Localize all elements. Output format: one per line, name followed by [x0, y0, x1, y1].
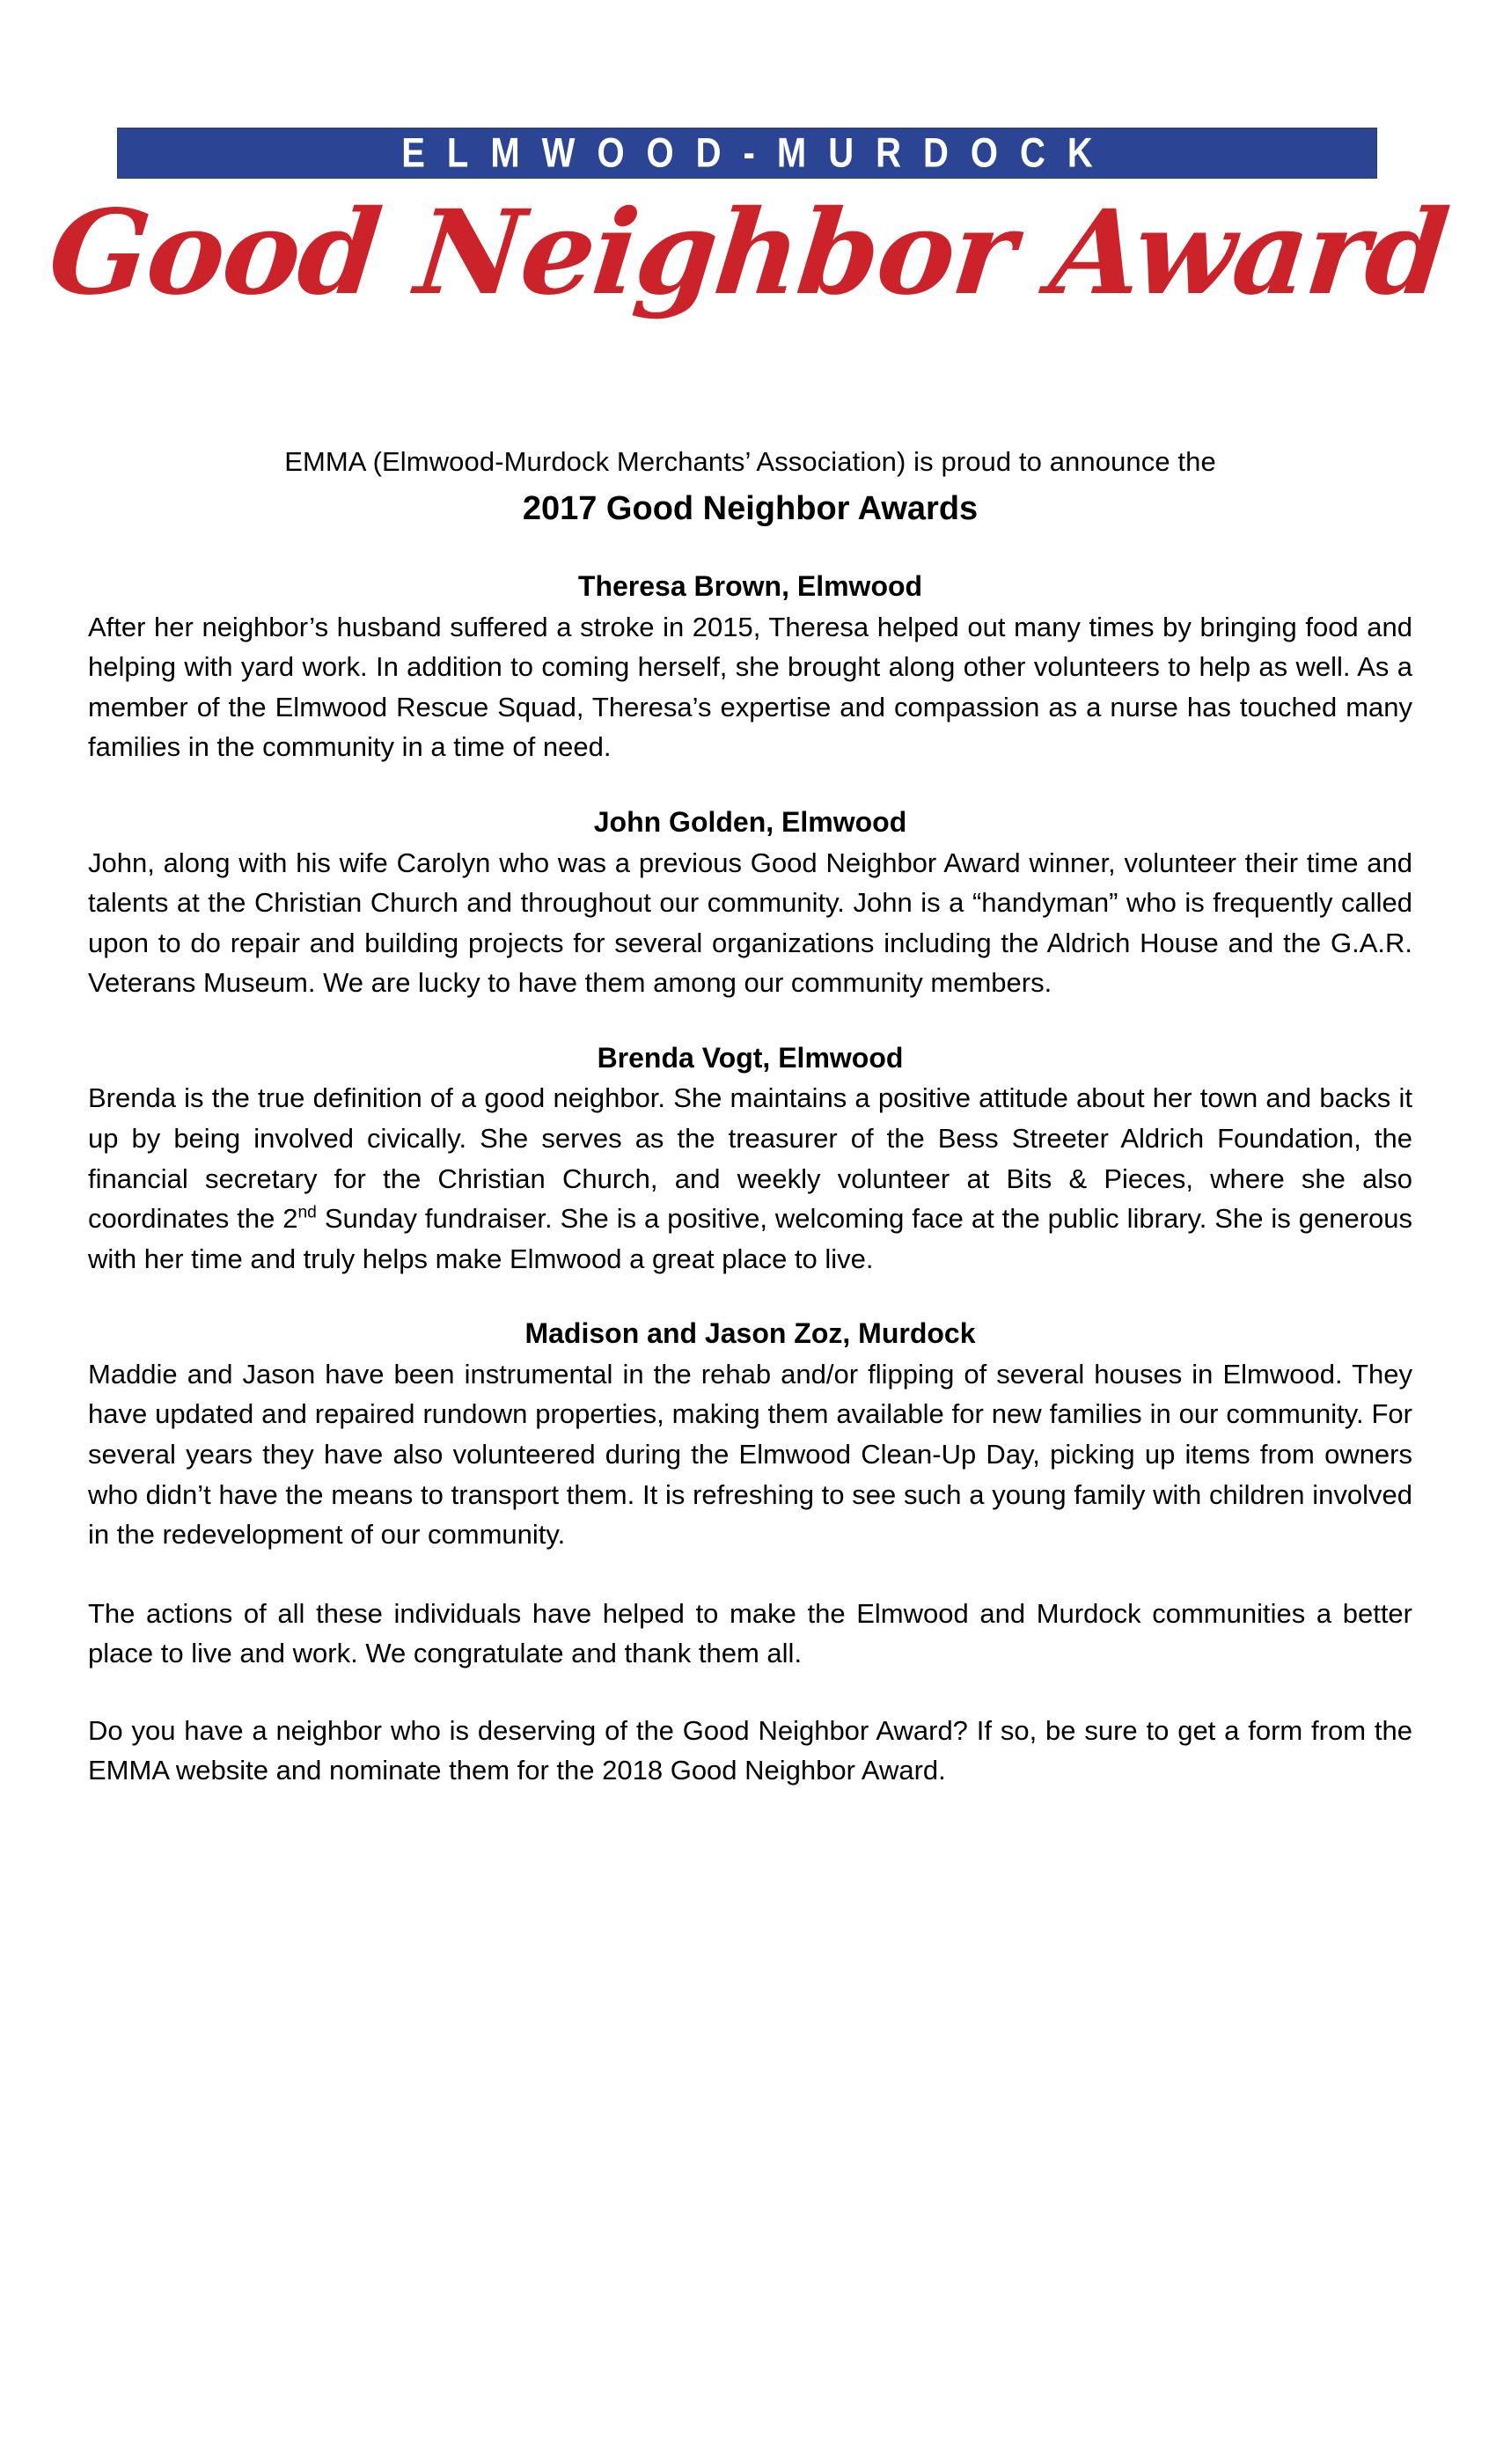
closing-paragraph-1: The actions of all these individuals have helped to make the Elmwood and Murdock communities a better place to live and work. We congratulate and thank them all. [88, 1597, 1412, 1669]
award-heading: Madison and Jason Zoz, Murdock [524, 1317, 976, 1350]
award-heading: Brenda Vogt, Elmwood [597, 1041, 904, 1074]
award-body: John, along with his wife Carolyn who was a previous Good Neighbor Award winner, volunteer their time and talents at the Christian Church and throughout our community. John is a “handyman” who is frequently called upon to do repair and building projects for several organizations including the Aldrich House and the G.A.R. Veterans Museum. We are lucky to have them among our community members. [88, 847, 1412, 999]
closing-paragraph-2: Do you have a neighbor who is deserving of the Good Neighbor Award? If so, be sure to get a form from the EMMA website and nominate them for the 2018 Good Neighbor Award. [88, 1714, 1412, 1786]
award-heading: John Golden, Elmwood [593, 806, 907, 839]
award-section [88, 1040, 1412, 1279]
award-body: Maddie and Jason have been instrumental in the rehab and/or flipping of several houses in Elmwood. They have updated and repaired rundown properties, making them available for new families in our community. For several years they have also volunteered during the Elmwood Clean-Up Day, picking up items from owners who didn’t have the means to transport them. It is refreshing to see such a young family with children involved in the redevelopment of our community. [88, 1358, 1412, 1551]
ordinal-superscript: nd [297, 1203, 317, 1222]
intro-title: 2017 Good Neighbor Awards [522, 489, 979, 527]
award-section [88, 804, 1412, 1003]
award-section [88, 568, 1412, 767]
intro-line: EMMA (Elmwood-Murdock Merchants’ Association) is proud to announce the [284, 446, 1216, 477]
award-body-part-2: Sunday fundraiser. She is a positive, welcoming face at the public library. She is generous with her time and truly helps make Elmwood a great place to live. [88, 1203, 1412, 1274]
award-heading: Theresa Brown, Elmwood [577, 570, 923, 603]
award-body: After her neighbor’s husband suffered a stroke in 2015, Theresa helped out many times by bringing food and helping with yard work. In addition to coming herself, she brought along other volunteers to help as well. As a member of the Elmwood Rescue Squad, Theresa’s expertise and compassion as a nurse has touched many families in the community in a time of need. [88, 611, 1412, 763]
brand-banner-fill [117, 128, 1377, 179]
award-section [88, 1316, 1412, 1554]
award-body [88, 1078, 1412, 1279]
brand-banner [117, 128, 1377, 179]
brand-banner-text: ELMWOOD-MURDOCK [401, 130, 1115, 176]
award-body-part-1: Brenda is the true definition of a good neighbor. She maintains a positive attitude about her town and backs it up by being involved civically. She serves as the treasurer of the Bess Streeter Aldrich Foundation, the financial secretary for the Christian Church, and weekly volunteer at Bits & Pieces, where she also coordinates the 2 [88, 1082, 1412, 1235]
script-logo-title: Good Neighbor Award [42, 185, 1454, 321]
document-body [88, 444, 1412, 1791]
